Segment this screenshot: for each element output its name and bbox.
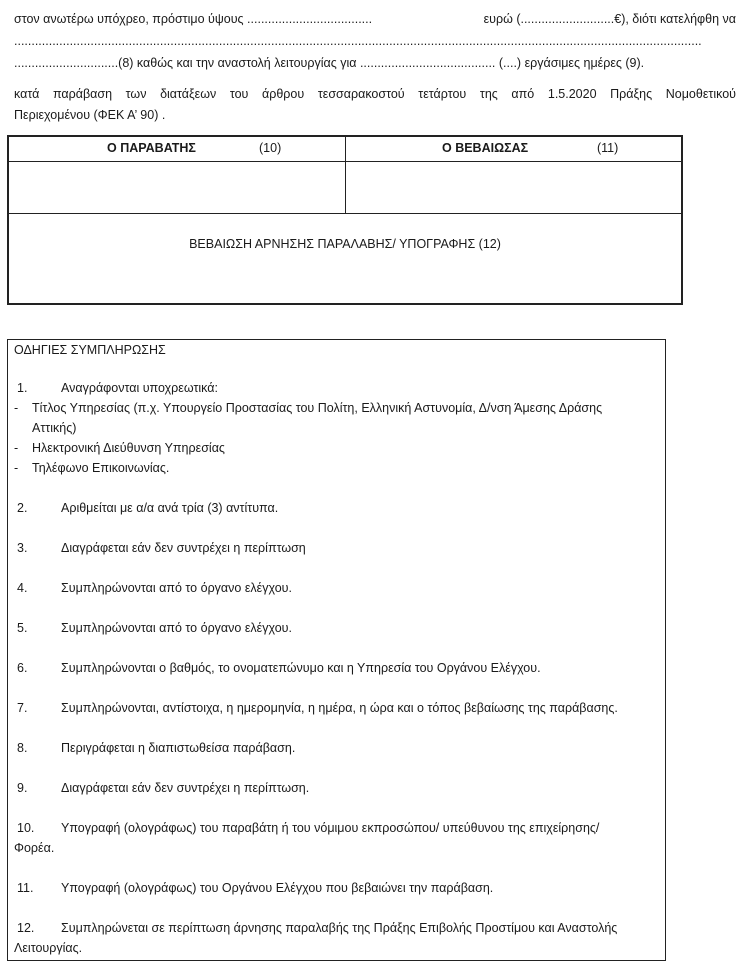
fine-amount-text: στον ανωτέρω υπόχρεο, πρόστιμο ύψους .................................... [14, 12, 373, 26]
item-number: 7. [17, 701, 28, 715]
column-divider [345, 137, 346, 213]
item-text: Αριθμείται με α/α ανά τρία (3) αντίτυπα. [61, 501, 279, 515]
item-text-cont: Λειτουργίας. [14, 941, 83, 955]
instruction-item-8 [17, 738, 662, 758]
item-number: 2. [17, 501, 28, 515]
item-number: 1. [17, 381, 28, 395]
item-number: 5. [17, 621, 28, 635]
instruction-item-7 [17, 698, 662, 718]
violator-signature-field[interactable] [9, 161, 345, 213]
item-number: 6. [17, 661, 28, 675]
fine-amount-line [14, 12, 736, 26]
certifier-ref-number: (11) [597, 141, 619, 155]
instruction-item-6 [17, 658, 662, 678]
item-text: Συμπληρώνονται ο βαθμός, το ονοματεπώνυμο και η Υπηρεσία του Οργάνου Ελέγχου. [61, 661, 541, 675]
instruction-item-3 [17, 538, 662, 558]
legal-basis-paragraph [14, 84, 736, 126]
bullet-service-title [14, 398, 654, 438]
bullet-text: Τηλέφωνο Επικοινωνίας. [32, 461, 170, 475]
item-number: 12. [17, 921, 35, 935]
certifier-signature-field[interactable] [346, 161, 681, 213]
item-text: Συμπληρώνονται από το όργανο ελέγχου. [61, 621, 292, 635]
violator-ref-number: (10) [259, 141, 282, 155]
instruction-item-12 [14, 918, 662, 958]
item-number: 9. [17, 781, 28, 795]
item-text: Υπογραφή (ολογράφως) του παραβάτη ή του νόμιμου εκπροσώπου/ υπεύθυνου της επιχείρησης/ [61, 821, 600, 835]
instruction-item-10 [14, 818, 662, 858]
bullet-phone [14, 458, 654, 478]
item-number: 10. [17, 821, 35, 835]
violation-dotted-line: ...................................................................................................................................................................................................... [14, 34, 702, 48]
bullet-dash: - [14, 441, 19, 455]
bullet-dash: - [14, 401, 19, 415]
item-text: Υπογραφή (ολογράφως) του Οργάνου Ελέγχου που βεβαιώνει την παράβαση. [61, 881, 494, 895]
item-text: Διαγράφεται εάν δεν συντρέχει η περίπτωση [61, 541, 306, 555]
bullet-text: Ηλεκτρονική Διεύθυνση Υπηρεσίας [32, 441, 225, 455]
item-text: Διαγράφεται εάν δεν συντρέχει η περίπτωση. [61, 781, 310, 795]
item-text: Αναγράφονται υποχρεωτικά: [61, 381, 218, 395]
instruction-item-11 [17, 878, 662, 898]
item-text: Περιγράφεται η διαπιστωθείσα παράβαση. [61, 741, 296, 755]
bullet-dash: - [14, 461, 19, 475]
item-number: 3. [17, 541, 28, 555]
item-number: 11. [17, 881, 34, 895]
suspension-line: ..............................(8) καθώς και την αναστολή λειτουργίας για ....................................... (....) εργάσιμες ημέρες (9). [14, 56, 645, 70]
certifier-label: Ο ΒΕΒΑΙΩΣΑΣ [442, 141, 529, 155]
refusal-certification-label: ΒΕΒΑΙΩΣΗ ΑΡΝΗΣΗΣ ΠΑΡΑΛΑΒΗΣ/ ΥΠΟΓΡΑΦΗΣ (12) [189, 237, 501, 251]
item-number: 8. [17, 741, 28, 755]
item-text: Συμπληρώνεται σε περίπτωση άρνησης παραλαβής της Πράξης Επιβολής Προστίμου και Αναστολής [61, 921, 618, 935]
item-text: Συμπληρώνονται από το όργανο ελέγχου. [61, 581, 292, 595]
legal-basis-line-1: κατά παράβαση των διατάξεων του άρθρου τεσσαρακοστού τετάρτου της από 1.5.2020 Πράξης Νομοθετικού [14, 87, 736, 101]
item-number: 4. [17, 581, 28, 595]
item-text-cont: Φορέα. [14, 841, 55, 855]
instruction-item-9 [17, 778, 662, 798]
fine-euro-text: ευρώ (...........................€), διότι κατελήφθη να [483, 12, 736, 26]
instructions-title: ΟΔΗΓΙΕΣ ΣΥΜΠΛΗΡΩΣΗΣ [14, 343, 166, 357]
instructions-box [7, 339, 666, 961]
bullet-text: Τίτλος Υπηρεσίας (π.χ. Υπουργείο Προστασίας του Πολίτη, Ελληνική Αστυνομία, Δ/νση Άμεσης Δράσης [32, 401, 603, 415]
bullet-email [14, 438, 654, 458]
violator-label: Ο ΠΑΡΑΒΑΤΗΣ [107, 141, 196, 155]
instruction-item-4 [17, 578, 662, 598]
instruction-item-5 [17, 618, 662, 638]
legal-basis-line-2: Περιεχομένου (ΦΕΚ Α’ 90) . [14, 108, 166, 122]
bullet-text-cont: Αττικής) [32, 421, 77, 435]
instruction-item-2 [17, 498, 662, 518]
item-text: Συμπληρώνονται, αντίστοιχα, η ημερομηνία, η ημέρα, η ώρα και ο τόπος βεβαίωσης της παράβασης. [61, 701, 618, 715]
instruction-item-1 [17, 378, 662, 398]
signature-table [7, 135, 683, 305]
